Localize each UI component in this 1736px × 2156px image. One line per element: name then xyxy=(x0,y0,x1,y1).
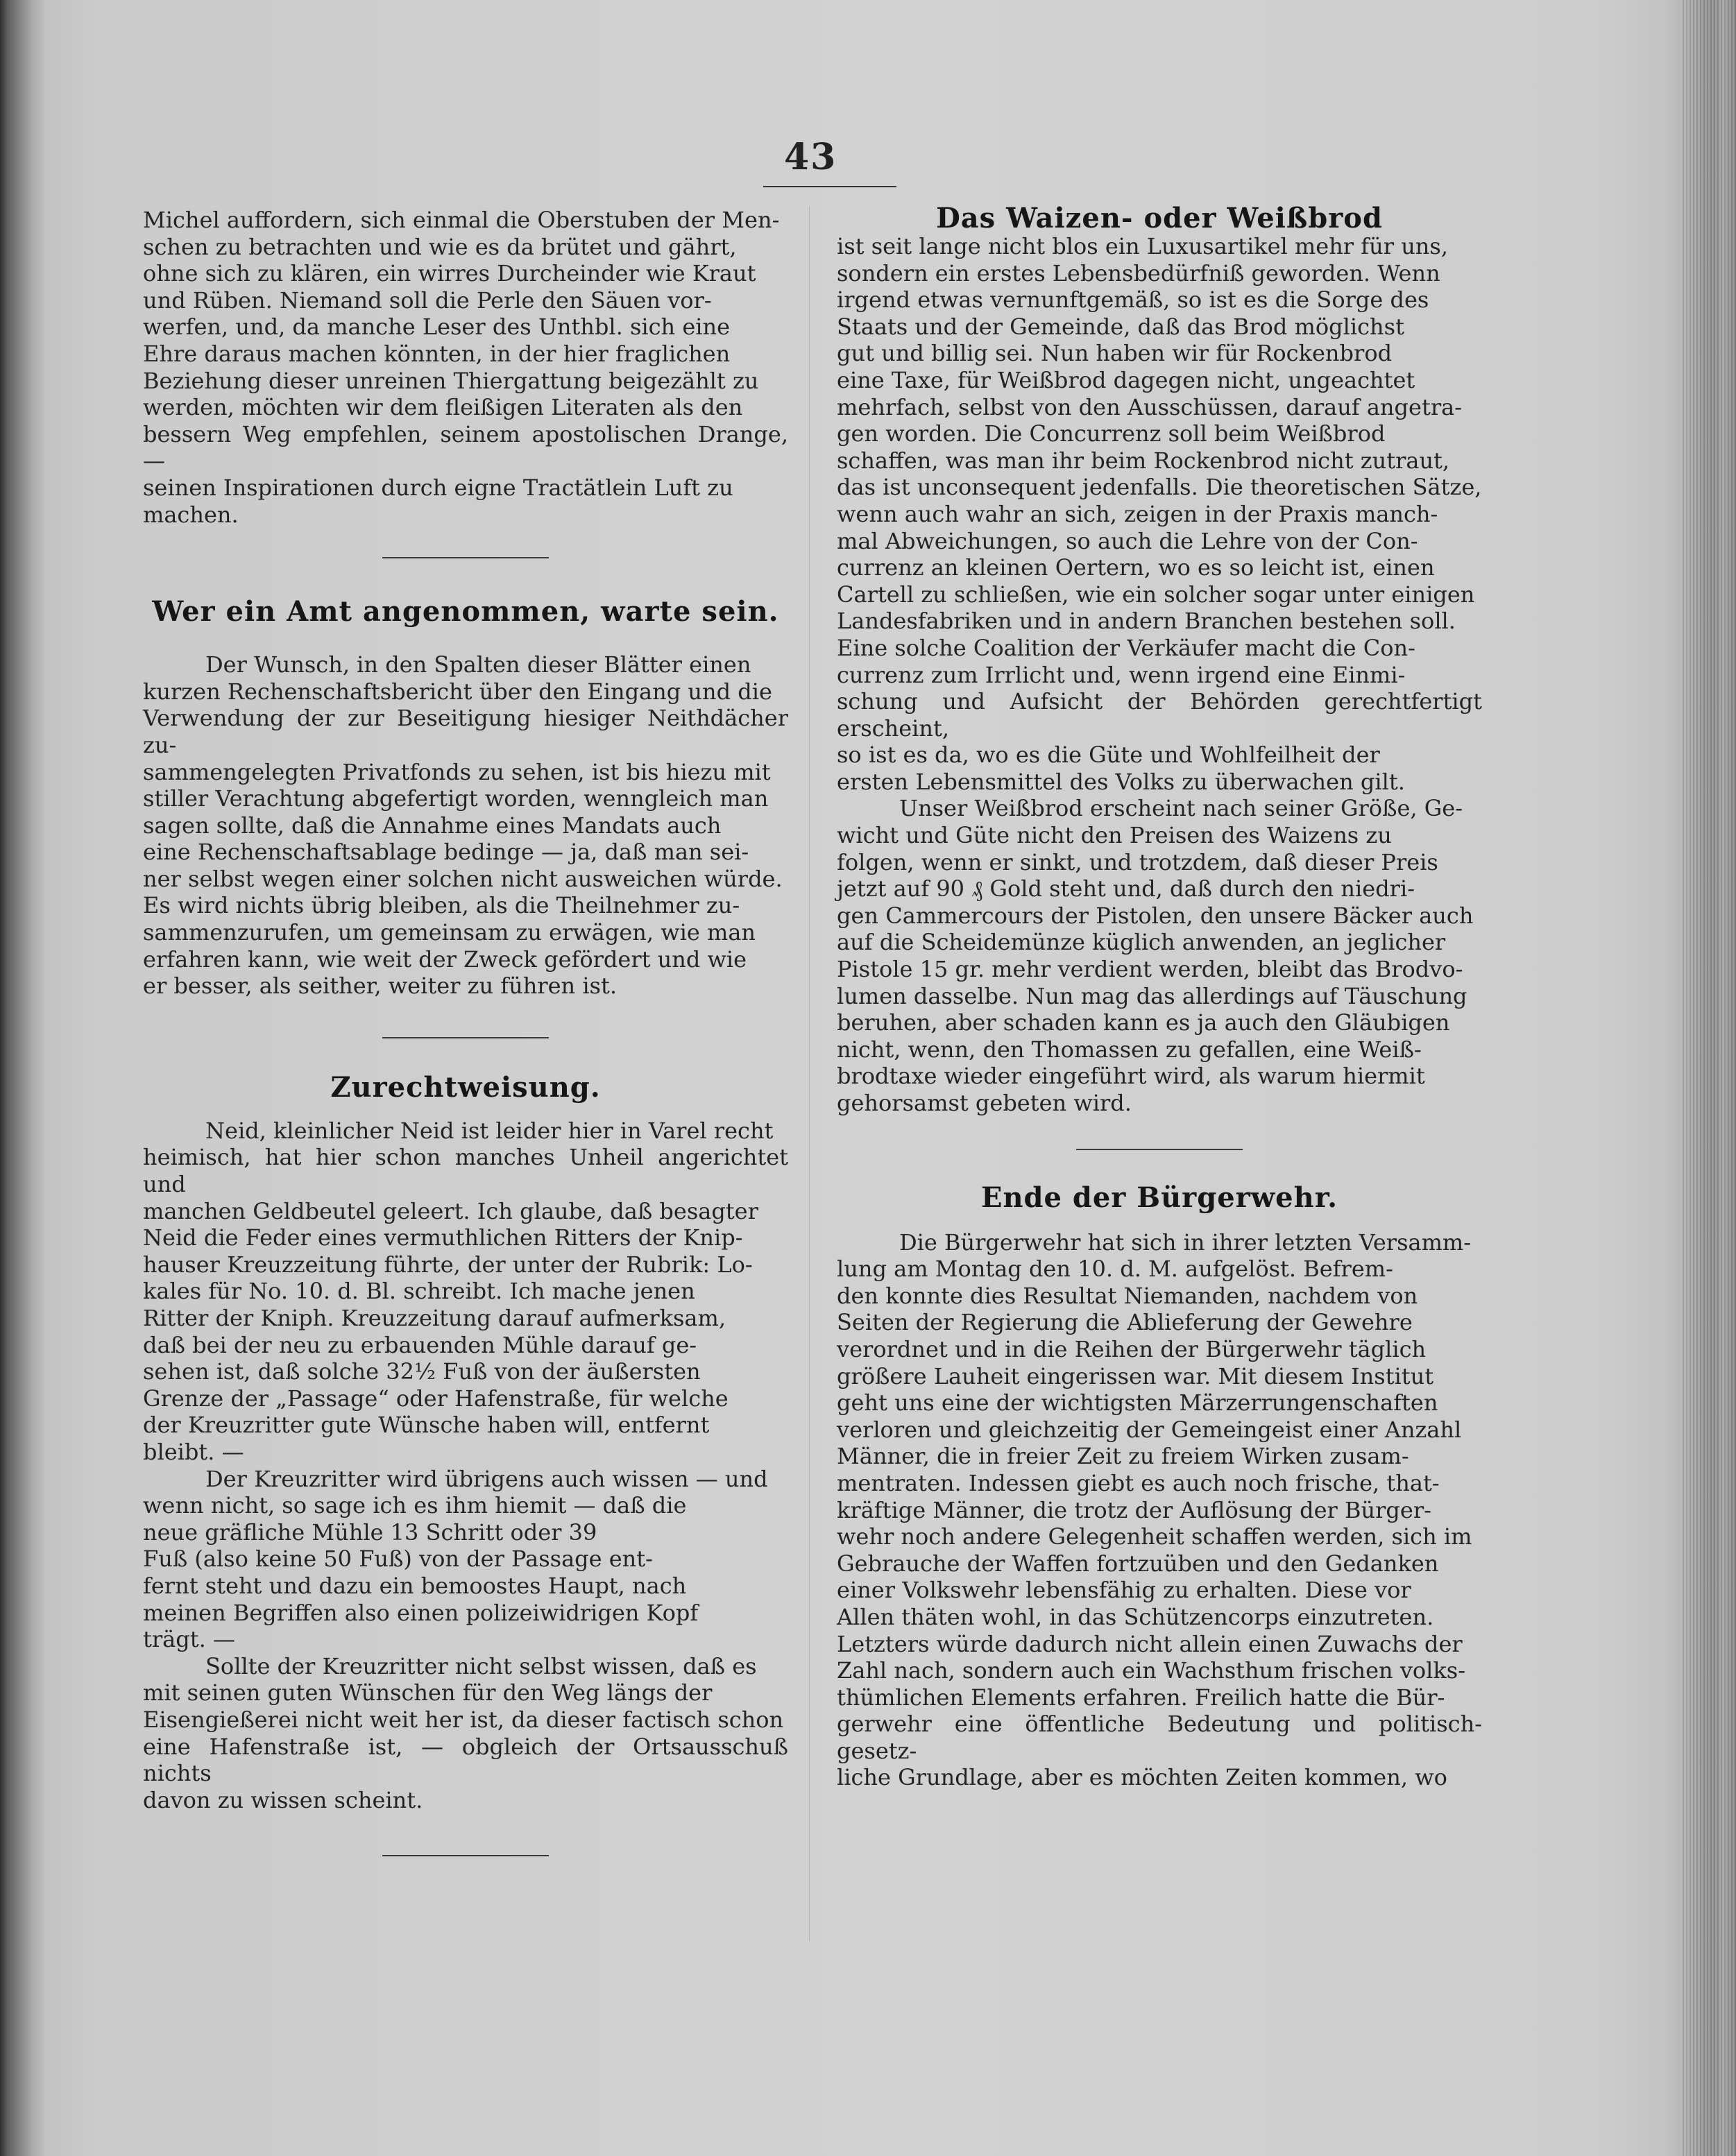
article-paragraph: Der Kreuzritter wird übrigens auch wissen — und wenn nicht, so sage ich es ihm hiemit — daß die neue gräfliche Mühle 13 Schritt oder 39 Fuß (also keine 50 Fuß) von der Passage ent- fernt steht und dazu ein bemoostes Haupt, nach meinen Begriffen also einen polizeiwidrigen Kopf trägt. — xyxy=(143,1465,768,1653)
article-separator xyxy=(382,1855,549,1856)
article-heading: Das Waizen- oder Weißbrod xyxy=(936,202,1383,234)
column-divider xyxy=(809,207,810,1941)
article-heading: Wer ein Amt angenommen, warte sein. xyxy=(152,595,779,628)
article-buergerwehr xyxy=(837,1181,1482,1791)
article-separator xyxy=(1076,1149,1243,1150)
continuation-text: Michel auffordern, sich einmal die Oberstuben der Men- schen zu betrachten und wie es da brütet und gährt, ohne sich zu klären, ein wirres Durcheinder wie Kraut und Rüben. Niemand soll die Perle den Säuen vor- werfen, und, da manche Leser des Unthbl. sich eine Ehre daraus machen könnten, in der hier fraglichen Beziehung dieser unreinen Thiergattung beigezählt zu werden, möchten wir dem fleißigen Literaten als den bessern Weg empfehlen, seinem apostolischen Drange, — seinen Inspirationen durch eigne Tractätlein Luft zu machen. xyxy=(143,207,788,528)
article-weissbrod xyxy=(837,201,1482,1117)
article-paragraph: Sollte der Kreuzritter nicht selbst wissen, daß es mit seinen guten Wünschen für den Weg längs der Eisengießerei nicht weit her ist, da dieser factisch schon eine Hafenstraße ist, — obgleich der Ortsausschuß nichts davon zu wissen scheint. xyxy=(143,1652,788,1813)
article-heading: Ende der Bürgerwehr. xyxy=(980,1181,1338,1214)
header-rule xyxy=(763,186,896,187)
article-paragraph: ist seit lange nicht blos ein Luxusartikel mehr für uns, sondern ein erstes Lebensbedürfniß geworden. Wenn irgend etwas vernunftgemäß, so ist es die Sorge des Staats und der Gemeinde, daß das Brod möglichst gut und billig sei. Nun haben wir für Rockenbrod eine Taxe, für Weißbrod dagegen nicht, ungeachtet mehrfach, selbst von den Ausschüssen, darauf angetra- gen worden. Die Concurrenz soll beim Weißbrod schaffen, was man ihr beim Rockenbrod nicht zutraut, das ist unconsequent jedenfalls. Die theoretischen Sätze, wenn auch wahr an sich, zeigen in der Praxis manch- mal Abweichungen, so auch die Lehre von der Con- currenz an kleinen Oertern, wo es so leicht ist, einen Cartell zu schließen, wie ein solcher sogar unter einigen Landesfabriken und in andern Branchen bestehen soll. Eine solche Coalition der Verkäufer macht die Con- currenz zum Irrlicht und, wenn irgend eine Einmi- schung und Aufsicht der Behörden gerechtfertigt erscheint, so ist es da, wo es die Güte und Wohlfeilheit der ersten Lebensmittel des Volks zu überwachen gilt. xyxy=(837,233,1482,795)
article-separator xyxy=(382,1037,549,1038)
article-paragraph: Die Bürgerwehr hat sich in ihrer letzten Versamm- lung am Montag den 10. d. M. aufgelöst. Befrem- den konnte dies Resultat Niemanden, nachdem von Seiten der Regierung die Ablieferung der Gewehre verordnet und in die Reihen der Bürgerwehr täglich größere Lauheit eingerissen war. Mit diesem Institut geht uns eine der wichtigsten Märzerrungenschaften verloren und gleichzeitig der Gemeingeist einer Anzahl Männer, die in freier Zeit zu freiem Wirken zusam- mentraten. Indessen giebt es auch noch frische, that- kräftige Männer, die trotz der Auflösung der Bürger- wehr noch andere Gelegenheit schaffen werden, sich im Gebrauche der Waffen fortzuüben und den Gedanken einer Volkswehr lebensfähig zu erhalten. Diese vor Allen thäten wohl, in das Schützencorps einzutreten. Letzters würde dadurch nicht allein einen Zuwachs der Zahl nach, sondern auch ein Wachsthum frischen volks- thümlichen Elements erfahren. Freilich hatte die Bür- gerwehr eine öffentliche Bedeutung und politisch-gesetz- liche Grundlage, aber es möchten Zeiten kommen, wo xyxy=(837,1229,1482,1791)
article-separator xyxy=(382,557,549,558)
left-column xyxy=(143,207,788,1856)
article-paragraph: Neid, kleinlicher Neid ist leider hier in Varel recht heimisch, hat hier schon manches Unheil angerichtet und manchen Geldbeutel geleert. Ich glaube, daß besagter Neid die Feder eines vermuthlichen Ritters der Knip- hauser Kreuzzeitung führte, der unter der Rubrik: Lo- kales für No. 10. d. Bl. schreibt. Ich mache jenen Ritter der Kniph. Kreuzzeitung darauf aufmerksam, daß bei der neu zu erbauenden Mühle darauf ge- sehen ist, daß solche 32½ Fuß von der äußersten Grenze der „Passage“ oder Hafenstraße, für welche der Kreuzritter gute Wünsche haben will, entfernt bleibt. — xyxy=(143,1117,788,1465)
article-paragraph: Unser Weißbrod erscheint nach seiner Größe, Ge- wicht und Güte nicht den Preisen des Waizens zu folgen, wenn er sinkt, und trotzdem, daß dieser Preis jetzt auf 90 ₰ Gold steht und, daß durch den niedri- gen Cammercours der Pistolen, den unsere Bäcker auch auf die Scheidemünze küglich anwenden, an jeglicher Pistole 15 gr. mehr verdient werden, bleibt das Brodvo- lumen dasselbe. Nun mag das allerdings auf Täuschung beruhen, aber schaden kann es ja auch den Gläubigen nicht, wenn, den Thomassen zu gefallen, eine Weiß- brodtaxe wieder eingeführt wird, als warum hiermit gehorsamst gebeten wird. xyxy=(837,795,1474,1116)
article-heading: Zurechtweisung. xyxy=(330,1070,601,1104)
article-paragraph: Der Wunsch, in den Spalten dieser Blätter einen kurzen Rechenschaftsbericht über den Eingang und die Verwendung der zur Beseitigung hiesiger Neithdächer zu- sammengelegten Privatfonds zu sehen, ist bis hiezu mit stiller Verachtung abgefertigt worden, wenngleich man sagen sollte, daß die Annahme eines Mandats auch eine Rechenschaftsablage bedinge — ja, daß man sei- ner selbst wegen einer solchen nicht ausweichen würde. Es wird nichts übrig bleiben, als die Theilnehmer zu- sammenzurufen, um gemeinsam zu erwägen, wie man erfahren kann, wie weit der Zweck gefördert und wie er besser, als seither, weiter zu führen ist. xyxy=(143,651,788,1000)
article-zurechtweisung xyxy=(143,1070,788,1813)
page-edge-stack xyxy=(1680,0,1736,2156)
right-column xyxy=(837,202,1482,1791)
page-number: 43 xyxy=(784,136,837,178)
article-amt xyxy=(143,594,788,1000)
